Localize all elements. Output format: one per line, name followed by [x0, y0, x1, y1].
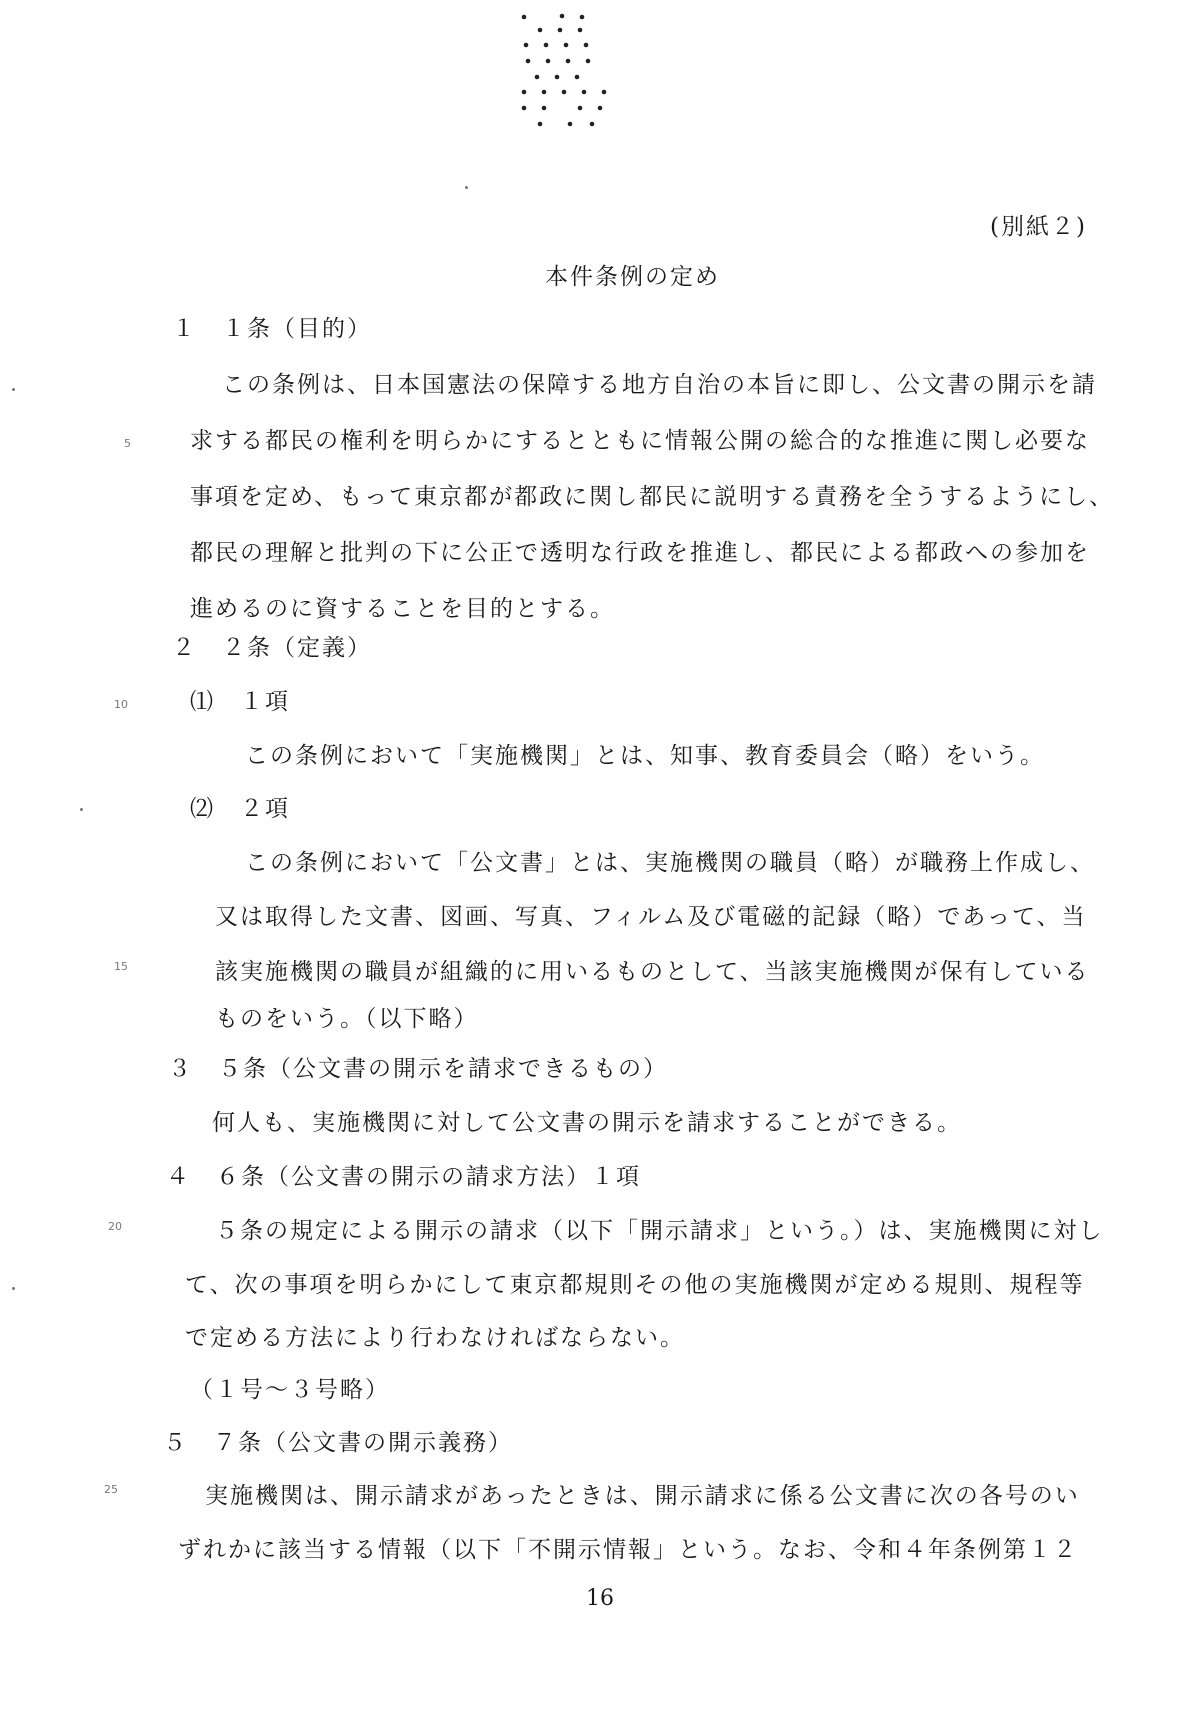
page-number: 16 — [586, 1586, 614, 1611]
body-line: （１号～３号略） — [190, 1377, 390, 1403]
body-line: この条例において「公文書」とは、実施機関の職員（略）が職務上作成し、 — [245, 850, 1095, 876]
scan-speck — [12, 1287, 15, 1290]
body-line: ずれかに該当する情報（以下「不開示情報」という。なお、令和４年条例第１２ — [178, 1537, 1078, 1563]
section-heading: ３ ５条（公文書の開示を請求できるもの） — [168, 1056, 668, 1082]
body-line: 実施機関は、開示請求があったときは、開示請求に係る公文書に次の各号のい — [205, 1483, 1080, 1509]
body-line: この条例は、日本国憲法の保障する地方自治の本旨に即し、公文書の開示を請 — [222, 372, 1097, 398]
subsection-heading: ⑵ ２項 — [190, 796, 290, 822]
section-heading: ２ ２条（定義） — [172, 635, 372, 661]
margin-line-number: 5 — [124, 437, 131, 450]
attachment-label: (別紙２) — [990, 214, 1087, 240]
margin-line-number: 10 — [114, 698, 128, 711]
body-line: て、次の事項を明らかにして東京都規則その他の実施機関が定める規則、規程等 — [185, 1272, 1085, 1298]
section-heading: ５ ７条（公文書の開示義務） — [163, 1430, 513, 1456]
body-line: この条例において「実施機関」とは、知事、教育委員会（略）をいう。 — [245, 743, 1045, 769]
subsection-heading: ⑴ １項 — [190, 689, 290, 715]
body-line: ものをいう。（以下略） — [215, 1006, 479, 1032]
body-line: 何人も、実施機関に対して公文書の開示を請求することができる。 — [212, 1110, 962, 1136]
margin-line-number: 20 — [108, 1220, 122, 1233]
section-heading: １ １条（目的） — [172, 316, 372, 342]
body-line: 都民の理解と批判の下に公正で透明な行政を推進し、都民による都政への参加を — [190, 540, 1090, 566]
body-line: 求する都民の権利を明らかにするとともに情報公開の総合的な推進に関し必要な — [190, 428, 1090, 454]
document-title: 本件条例の定め — [545, 264, 720, 290]
body-line: で定める方法により行わなければならない。 — [185, 1325, 685, 1351]
scan-speck — [465, 186, 468, 189]
section-heading: ４ ６条（公文書の開示の請求方法）１項 — [166, 1164, 641, 1190]
margin-line-number: 15 — [114, 960, 128, 973]
scan-speck — [12, 388, 15, 391]
body-line: 又は取得した文書、図画、写真、フィルム及び電磁的記録（略）であって、当 — [215, 904, 1087, 930]
body-line: 事項を定め、もって東京都が都政に関し都民に説明する責務を全うするようにし、 — [190, 484, 1115, 510]
perforation-dots — [520, 12, 660, 132]
body-line: ５条の規定による開示の請求（以下「開示請求」という。）は、実施機関に対し — [215, 1218, 1104, 1244]
body-line: 進めるのに資することを目的とする。 — [190, 596, 615, 622]
body-line: 該実施機関の職員が組織的に用いるものとして、当該実施機関が保有している — [215, 959, 1090, 985]
scan-speck — [80, 808, 83, 811]
margin-line-number: 25 — [104, 1483, 118, 1496]
